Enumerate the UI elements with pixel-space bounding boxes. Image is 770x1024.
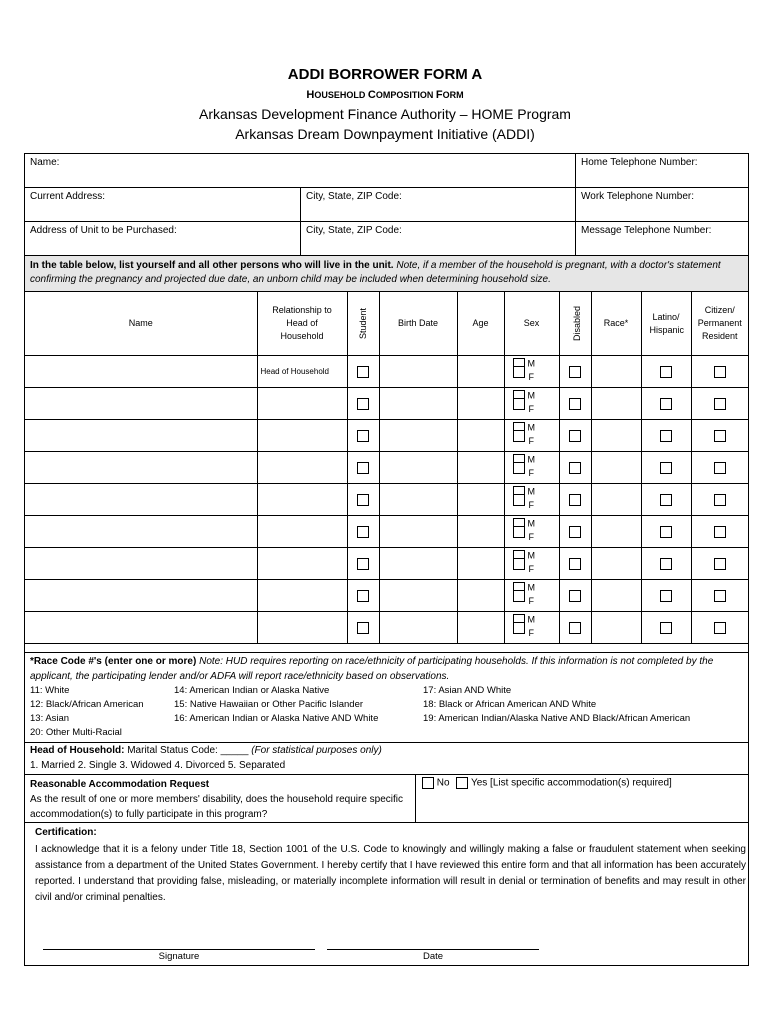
race-code-note: Note: HUD requires reporting on race/ethnicity of participating households. If this information is not completed by the applicant, the participating lender and/or ADFA will report race/ethnicity based on observations. <box>30 656 714 682</box>
birth-date-cell[interactable] <box>379 388 457 420</box>
race-code-15: 15: Native Hawaiian or Other Pacific Islander <box>174 699 364 710</box>
student-checkbox[interactable] <box>357 590 369 602</box>
marital-status-section <box>25 742 748 774</box>
latino-checkbox[interactable] <box>660 462 672 474</box>
message-phone-field[interactable] <box>575 222 748 255</box>
sex-female-label: F <box>528 628 534 638</box>
col-citizen <box>691 292 748 356</box>
sex-female-option <box>513 532 535 543</box>
race-code-14: 14: American Indian or Alaska Native <box>174 685 330 696</box>
race-code-12: 12: Black/African American <box>30 699 144 710</box>
disabled-cell <box>559 548 591 580</box>
latino-checkbox[interactable] <box>660 430 672 442</box>
student-checkbox[interactable] <box>357 462 369 474</box>
latino-checkbox[interactable] <box>660 590 672 602</box>
instructions-note: Note, if a member of the household is pregnant, with a doctor's statement confirming the pregnancy and projected due date, an unborn child may be included when determining household size. <box>30 260 721 285</box>
member-name-cell[interactable] <box>25 356 257 388</box>
relationship-cell[interactable] <box>257 516 347 548</box>
disabled-cell <box>559 580 591 612</box>
race-cell[interactable] <box>591 580 641 612</box>
sex-male-label: M <box>527 358 535 369</box>
disabled-cell <box>559 484 591 516</box>
latino-cell <box>641 580 691 612</box>
citizen-checkbox[interactable] <box>714 398 726 410</box>
latino-cell <box>641 388 691 420</box>
latino-cell <box>641 356 691 388</box>
citizen-header: Citizen/ Permanent Resident <box>697 305 742 341</box>
race-code-title: *Race Code #'s (enter one or more) <box>30 656 197 667</box>
student-checkbox[interactable] <box>357 430 369 442</box>
sex-female-label: F <box>528 564 534 574</box>
sex-male-label: M <box>527 486 535 497</box>
sex-cell <box>504 388 559 420</box>
age-cell[interactable] <box>457 548 504 580</box>
disabled-header: Disabled <box>571 305 582 342</box>
sex-male-label: M <box>527 390 535 401</box>
race-code-section <box>25 652 748 742</box>
race-code-13: 13: Asian <box>30 713 70 724</box>
race-cell[interactable] <box>591 484 641 516</box>
disabled-cell <box>559 612 591 644</box>
relationship-cell[interactable] <box>257 548 347 580</box>
signature-label: Signature <box>158 951 200 962</box>
sex-cell <box>504 452 559 484</box>
age-cell[interactable] <box>457 580 504 612</box>
disabled-checkbox[interactable] <box>569 430 581 442</box>
instructions-bold: In the table below, list yourself and all other persons who will live in the unit. <box>30 260 394 271</box>
disabled-checkbox[interactable] <box>569 494 581 506</box>
sex-female-option <box>513 500 535 511</box>
latino-checkbox[interactable] <box>660 494 672 506</box>
student-cell <box>347 452 379 484</box>
citizen-cell <box>691 516 748 548</box>
latino-checkbox[interactable] <box>660 526 672 538</box>
disabled-checkbox[interactable] <box>569 398 581 410</box>
disabled-checkbox[interactable] <box>569 366 581 378</box>
table-row <box>25 388 748 420</box>
instructions-row <box>25 255 748 291</box>
accommodation-answer-cell <box>415 775 748 822</box>
table-row <box>25 356 748 388</box>
latino-checkbox[interactable] <box>660 622 672 634</box>
contact-row-1 <box>25 154 748 187</box>
student-cell <box>347 580 379 612</box>
student-checkbox[interactable] <box>357 398 369 410</box>
sex-female-label: F <box>528 436 534 446</box>
accommodation-section <box>25 774 748 822</box>
student-checkbox[interactable] <box>357 526 369 538</box>
sex-female-option <box>513 436 535 447</box>
student-cell <box>347 356 379 388</box>
race-cell[interactable] <box>591 388 641 420</box>
sex-female-label: F <box>528 532 534 542</box>
sex-cell <box>504 580 559 612</box>
accommodation-question: As the result of one or more members' disability, does the household require specific accommodation(s) to fully participate in this program? <box>30 794 404 820</box>
sex-female-checkbox[interactable] <box>513 526 525 538</box>
subtitle-part: H <box>306 89 315 101</box>
disabled-cell <box>559 420 591 452</box>
latino-cell <box>641 612 691 644</box>
sex-female-checkbox[interactable] <box>513 558 525 570</box>
disabled-cell <box>559 516 591 548</box>
citizen-cell <box>691 548 748 580</box>
race-code-intro <box>30 654 742 684</box>
relationship-header: Relationship to Head of Household <box>272 305 332 341</box>
disabled-checkbox[interactable] <box>569 526 581 538</box>
current-address-field[interactable] <box>25 188 300 221</box>
relationship-cell[interactable] <box>257 580 347 612</box>
citizen-cell <box>691 580 748 612</box>
sex-cell <box>504 516 559 548</box>
table-row <box>25 452 748 484</box>
date-line[interactable] <box>327 949 539 950</box>
table-row <box>25 612 748 644</box>
form-subtitle <box>0 89 770 101</box>
current-address-label: Current Address: <box>30 191 106 202</box>
sex-cell <box>504 484 559 516</box>
student-checkbox[interactable] <box>357 622 369 634</box>
instructions-text <box>30 259 742 287</box>
race-code-20: 20: Other Multi-Racial <box>30 727 122 738</box>
marital-code[interactable]: Marital Status Code: _____ <box>124 745 252 756</box>
sex-female-label: F <box>528 596 534 606</box>
latino-cell <box>641 420 691 452</box>
race-code-19: 19: American Indian/Alaska Native AND Black/African American <box>423 713 691 724</box>
student-checkbox[interactable] <box>357 366 369 378</box>
table-row <box>25 516 748 548</box>
relationship-cell[interactable]: Head of Household <box>257 356 347 388</box>
sex-male-label: M <box>527 422 535 433</box>
member-name-cell[interactable] <box>25 548 257 580</box>
birth-date-cell[interactable] <box>379 452 457 484</box>
col-student <box>347 292 379 356</box>
sex-cell <box>504 356 559 388</box>
race-code-11: 11: White <box>30 685 70 696</box>
sex-male-label: M <box>527 518 535 529</box>
citizen-checkbox[interactable] <box>714 494 726 506</box>
age-cell[interactable] <box>457 420 504 452</box>
sex-female-checkbox[interactable] <box>513 462 525 474</box>
citizen-checkbox[interactable] <box>714 622 726 634</box>
student-cell <box>347 548 379 580</box>
citizen-checkbox[interactable] <box>714 590 726 602</box>
disabled-cell <box>559 452 591 484</box>
form-title: ADDI BORROWER FORM A <box>287 66 483 83</box>
table-header-row <box>25 292 748 356</box>
sex-female-option <box>513 372 535 383</box>
accommodation-no-label: No <box>436 777 450 789</box>
sex-cell <box>504 612 559 644</box>
col-sex: Sex <box>504 292 559 356</box>
student-cell <box>347 612 379 644</box>
subtitle-part: OMPOSITION <box>375 90 436 100</box>
member-name-cell[interactable] <box>25 516 257 548</box>
age-cell[interactable] <box>457 516 504 548</box>
date-label: Date <box>422 951 444 962</box>
work-phone-field[interactable] <box>575 188 748 221</box>
signature-line[interactable] <box>43 949 315 950</box>
disabled-checkbox[interactable] <box>569 558 581 570</box>
race-cell[interactable] <box>591 516 641 548</box>
citizen-cell <box>691 484 748 516</box>
col-relationship <box>257 292 347 356</box>
student-checkbox[interactable] <box>357 558 369 570</box>
sex-female-option <box>513 564 535 575</box>
home-phone-field[interactable] <box>575 154 748 187</box>
citizen-checkbox[interactable] <box>714 558 726 570</box>
subtitle-part: C <box>367 89 376 101</box>
sex-male-label: M <box>527 614 535 625</box>
program-name: Arkansas Dream Downpayment Initiative (ADDI) <box>235 126 535 142</box>
sex-female-option <box>513 628 535 639</box>
sex-cell <box>504 548 559 580</box>
disabled-cell <box>559 388 591 420</box>
age-cell[interactable] <box>457 356 504 388</box>
age-cell[interactable] <box>457 484 504 516</box>
race-cell[interactable] <box>591 356 641 388</box>
birth-date-cell[interactable] <box>379 516 457 548</box>
citizen-cell <box>691 612 748 644</box>
relationship-cell[interactable] <box>257 452 347 484</box>
marital-options: 1. Married 2. Single 3. Widowed 4. Divorced 5. Separated <box>30 760 286 771</box>
disabled-checkbox[interactable] <box>569 462 581 474</box>
citizen-checkbox[interactable] <box>714 366 726 378</box>
col-birth-date: Birth Date <box>379 292 457 356</box>
age-cell[interactable] <box>457 612 504 644</box>
sex-female-checkbox[interactable] <box>513 590 525 602</box>
message-phone-label: Message Telephone Number: <box>581 225 712 236</box>
home-phone-label: Home Telephone Number: <box>581 157 698 168</box>
disabled-cell <box>559 356 591 388</box>
sex-female-label: F <box>528 404 534 414</box>
agency-name: Arkansas Development Finance Authority – HOME Program <box>199 106 571 122</box>
birth-date-cell[interactable] <box>379 548 457 580</box>
city-state-zip-field-1[interactable] <box>300 188 575 221</box>
disabled-checkbox[interactable] <box>569 590 581 602</box>
marital-note: (For statistical purposes only) <box>251 745 382 756</box>
contact-row-2 <box>25 187 748 221</box>
city-label: City, State, ZIP Code: <box>306 225 402 236</box>
student-cell <box>347 388 379 420</box>
city-state-zip-field-2[interactable] <box>300 222 575 255</box>
subtitle-part: F <box>435 89 443 101</box>
certification-title: Certification: <box>35 827 97 838</box>
race-cell[interactable] <box>591 452 641 484</box>
table-row <box>25 548 748 580</box>
sex-male-label: M <box>527 454 535 465</box>
latino-cell <box>641 548 691 580</box>
latino-checkbox[interactable] <box>660 558 672 570</box>
sex-female-checkbox[interactable] <box>513 366 525 378</box>
student-header: Student <box>357 307 368 340</box>
sex-female-option <box>513 596 535 607</box>
certification-text: I acknowledge that it is a felony under Title 18, Section 1001 of the U.S. Code to knowingly and willingly making a false or fraudulent statement when seeking assistance from a department of the United States Government. I hereby certify that I have reviewed this entire form and that all information has been accurately reported. I understand that providing false, misleading, or materially incomplete information will result in denial or termination of benefits and may result in other civil and/or criminal penalties. <box>35 844 746 903</box>
relationship-cell[interactable] <box>257 484 347 516</box>
accommodation-question-cell <box>25 775 415 822</box>
citizen-cell <box>691 388 748 420</box>
birth-date-cell[interactable] <box>379 356 457 388</box>
work-phone-label: Work Telephone Number: <box>581 191 695 202</box>
col-latino <box>641 292 691 356</box>
col-age: Age <box>457 292 504 356</box>
sex-female-option <box>513 404 535 415</box>
race-code-16: 16: American Indian or Alaska Native AND White <box>174 713 379 724</box>
race-code-17: 17: Asian AND White <box>423 685 512 696</box>
sex-female-label: F <box>528 372 534 382</box>
sex-female-label: F <box>528 500 534 510</box>
city-label: City, State, ZIP Code: <box>306 191 402 202</box>
member-name-cell[interactable] <box>25 580 257 612</box>
sex-cell <box>504 420 559 452</box>
sex-female-checkbox[interactable] <box>513 398 525 410</box>
table-row <box>25 420 748 452</box>
sex-male-label: M <box>527 582 535 593</box>
sex-female-checkbox[interactable] <box>513 494 525 506</box>
citizen-cell <box>691 356 748 388</box>
accommodation-no-checkbox[interactable] <box>422 777 434 789</box>
table-row <box>25 484 748 516</box>
accommodation-yes-label: Yes [List specific accommodation(s) required] <box>470 777 672 789</box>
sex-female-option <box>513 468 535 479</box>
subtitle-part: OUSEHOLD <box>314 90 368 100</box>
member-name-cell[interactable] <box>25 388 257 420</box>
unit-address-field[interactable] <box>25 222 300 255</box>
col-name: Name <box>25 292 257 356</box>
sex-female-label: F <box>528 468 534 478</box>
latino-header: Latino/ Hispanic <box>649 311 685 335</box>
contact-row-3 <box>25 221 748 255</box>
table-row <box>25 580 748 612</box>
col-race: Race* <box>591 292 641 356</box>
age-cell[interactable] <box>457 452 504 484</box>
citizen-cell <box>691 420 748 452</box>
citizen-checkbox[interactable] <box>714 430 726 442</box>
relationship-cell[interactable] <box>257 612 347 644</box>
latino-cell <box>641 516 691 548</box>
member-name-cell[interactable] <box>25 420 257 452</box>
student-checkbox[interactable] <box>357 494 369 506</box>
birth-date-cell[interactable] <box>379 612 457 644</box>
race-cell[interactable] <box>591 612 641 644</box>
unit-address-label: Address of Unit to be Purchased: <box>30 225 177 236</box>
member-name-cell[interactable] <box>25 452 257 484</box>
race-cell[interactable] <box>591 420 641 452</box>
citizen-checkbox[interactable] <box>714 526 726 538</box>
birth-date-cell[interactable] <box>379 420 457 452</box>
accommodation-title: Reasonable Accommodation Request <box>30 779 210 790</box>
borrower-form <box>24 153 749 966</box>
citizen-checkbox[interactable] <box>714 462 726 474</box>
age-cell[interactable] <box>457 388 504 420</box>
race-cell[interactable] <box>591 548 641 580</box>
name-label: Name: <box>30 157 60 168</box>
member-name-cell[interactable] <box>25 484 257 516</box>
latino-cell <box>641 484 691 516</box>
relationship-cell[interactable] <box>257 388 347 420</box>
latino-checkbox[interactable] <box>660 366 672 378</box>
race-code-18: 18: Black or African American AND White <box>423 699 597 710</box>
student-cell <box>347 484 379 516</box>
latino-checkbox[interactable] <box>660 398 672 410</box>
birth-date-cell[interactable] <box>379 580 457 612</box>
student-cell <box>347 516 379 548</box>
birth-date-cell[interactable] <box>379 484 457 516</box>
marital-label: Head of Household: <box>30 745 125 756</box>
certification-section <box>25 822 748 965</box>
household-table <box>25 291 748 644</box>
relationship-cell[interactable] <box>257 420 347 452</box>
subtitle-part: ORM <box>442 90 464 100</box>
disabled-checkbox[interactable] <box>569 622 581 634</box>
citizen-cell <box>691 452 748 484</box>
latino-cell <box>641 452 691 484</box>
col-disabled <box>559 292 591 356</box>
sex-female-checkbox[interactable] <box>513 430 525 442</box>
household-table-body <box>25 356 748 644</box>
accommodation-yes-checkbox[interactable] <box>456 777 468 789</box>
sex-male-label: M <box>527 550 535 561</box>
name-field[interactable] <box>25 154 575 187</box>
member-name-cell[interactable] <box>25 612 257 644</box>
marital-status-line <box>30 744 382 758</box>
student-cell <box>347 420 379 452</box>
sex-female-checkbox[interactable] <box>513 622 525 634</box>
